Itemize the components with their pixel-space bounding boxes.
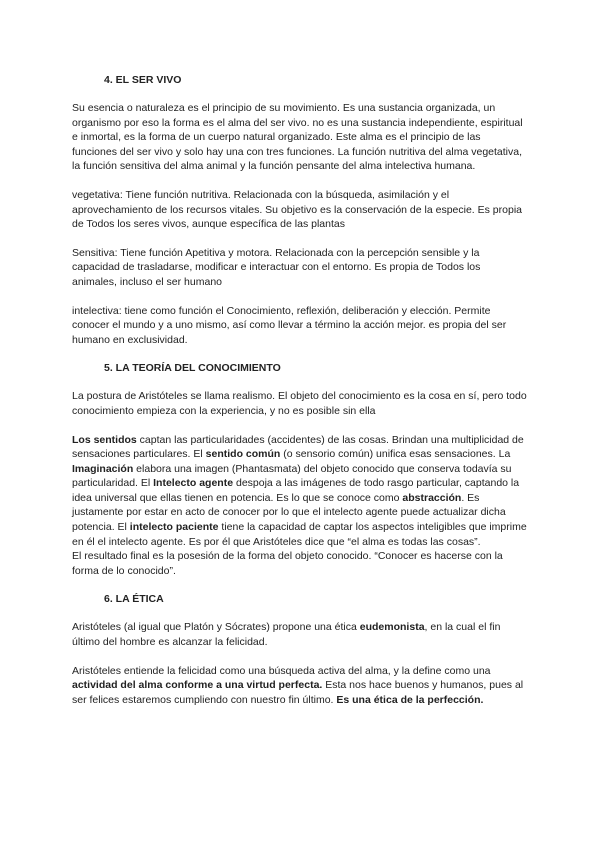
text-run: captan las particularidades (accidentes) de las cosas. Brindan una multiplicidad de sensaciones particulares. El xyxy=(72,433,524,461)
text-run: (o sensorio común) unifica esas sensaciones. La xyxy=(280,448,511,461)
bold-term: intelecto paciente xyxy=(129,521,219,534)
text-run: Aristóteles (al igual que Platón y Sócrates) propone una ética xyxy=(72,621,360,634)
section-heading: 6. LA ÉTICA xyxy=(104,593,164,606)
bold-term: sentido común xyxy=(205,448,281,461)
paragraph xyxy=(72,620,528,649)
paragraph xyxy=(72,304,528,348)
paragraph xyxy=(72,664,528,708)
section-heading: 4. EL SER VIVO xyxy=(104,74,182,86)
paragraph xyxy=(72,389,528,418)
bold-term: actividad del alma conforme a una virtud perfecta. xyxy=(72,679,323,692)
paragraph xyxy=(72,101,528,174)
text-run: intelectiva: tiene como función el Conocimiento, reflexión, deliberación y elección. Permite conocer el mundo y a uno mismo, así como llevar a término la acción mejor. es propia del ser humano en exclusividad. xyxy=(72,304,507,346)
text-run: . Es justamente por estar en acto de conocer por lo que el intelecto agente puede actualizar dicha potencia. El xyxy=(72,491,506,534)
text-run: vegetativa: Tiene función nutritiva. Relacionada con la búsqueda, asimilación y el aprovechamiento de los recursos vitales. Su objetivo es la conservación de la especie. Es propia de Todos los seres vivos, aunque específica de las plantas xyxy=(72,188,522,231)
paragraph xyxy=(72,188,528,232)
bold-term: abstracción xyxy=(402,491,462,504)
bold-term: Imaginación xyxy=(72,462,134,475)
bold-term: eudemonista xyxy=(359,621,425,634)
text-run: elabora una imagen (Phantasmata) del objeto conocido que conserva todavía su particularidad. El xyxy=(72,462,512,490)
text-run: tiene la capacidad de captar los aspectos inteligibles que imprime en él el intelecto agente. Es por él que Aristóteles dice que “el alma es todas las cosas”. xyxy=(72,521,527,548)
paragraph xyxy=(72,246,528,290)
section-etica xyxy=(72,592,528,707)
text-run: La postura de Aristóteles se llama realismo. El objeto del conocimiento es la cosa en sí, pero todo conocimiento empieza con la experiencia, y no es posible sin ella xyxy=(72,390,527,417)
bold-term: Intelecto agente xyxy=(153,477,234,490)
section-heading: 5. LA TEORÍA DEL CONOCIMIENTO xyxy=(104,362,281,375)
text-run: Sensitiva: Tiene función Apetitiva y motora. Relacionada con la percepción sensible y la capacidad de trasladarse, modificar e interactuar con el entorno. Es propia de Todos los animales, incluso el ser humano xyxy=(72,246,481,288)
text-run: El resultado final es la posesión de la forma del objeto conocido. “Conocer es hacerse con la forma de lo conocido”. xyxy=(72,550,503,577)
text-run: Aristóteles entiende la felicidad como una búsqueda activa del alma, y la define como una xyxy=(72,664,491,677)
bold-term: Los sentidos xyxy=(72,433,137,446)
section-ser-vivo xyxy=(72,73,528,347)
document-body xyxy=(72,73,528,721)
text-run: despoja a las imágenes de todo rasgo particular, captando la idea universal que ellas tienen en potencia. Es lo que se conoce como xyxy=(72,477,520,504)
text-run: , en la cual el fin último del hombre es alcanzar la felicidad. xyxy=(72,621,501,649)
text-run: Esta nos hace buenos y humanos, pues al ser felices estaremos cumpliendo con nuestro fin último. xyxy=(72,679,524,706)
text-run: Su esencia o naturaleza es el principio de su movimiento. Es una sustancia organizada, un organismo por eso la forma es el alma del ser vivo. no es una sustancia independiente, espiritual e inmortal, es la forma de un cuerpo natural organizado. Este alma es el principio de las funciones del ser vivo y solo hay una con tres funciones. La función nutritiva del alma vegetativa, la función sensitiva del alma animal y la función pensante del alma intelectiva humana. xyxy=(72,102,523,173)
section-teoria-conocimiento xyxy=(72,361,528,578)
paragraph xyxy=(72,433,528,579)
bold-term: Es una ética de la perfección. xyxy=(336,693,484,706)
